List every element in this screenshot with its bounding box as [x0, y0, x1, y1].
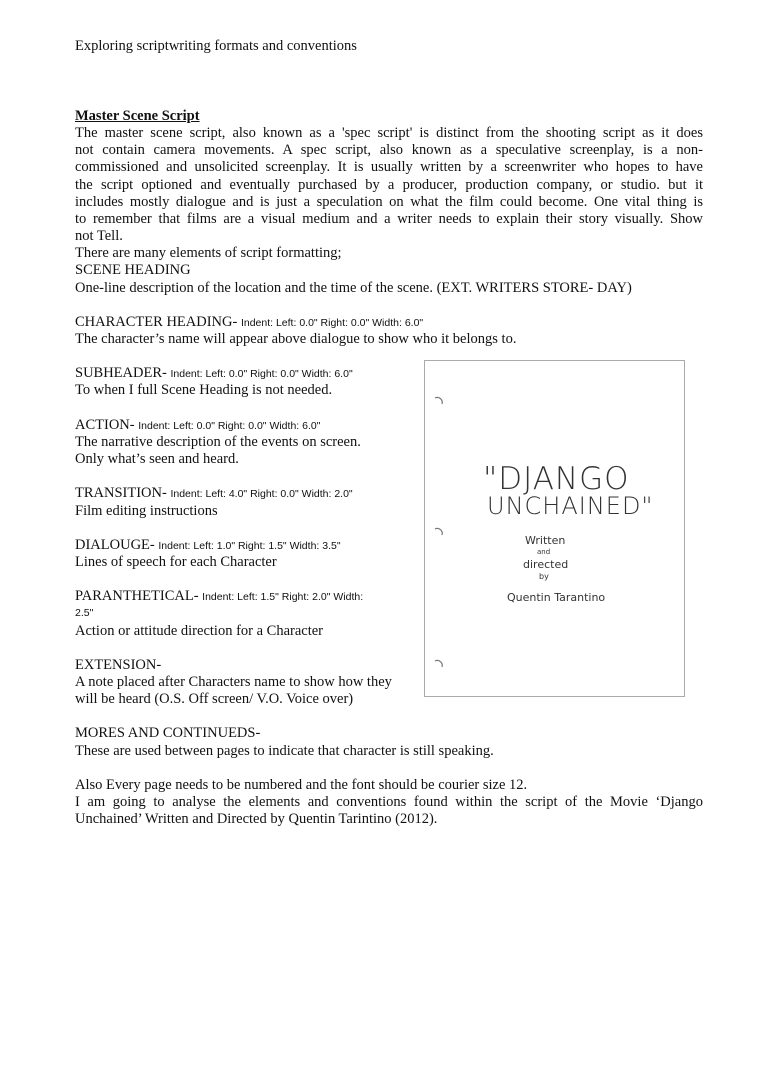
cover-by: by — [539, 572, 549, 581]
element-desc: A note placed after Characters name to show how they — [75, 674, 392, 690]
element-desc: These are used between pages to indicate that character is still speaking. — [75, 743, 494, 759]
element-transition — [75, 485, 353, 503]
element-spec: Indent: Left: 0.0" Right: 0.0" Width: 6.0" — [138, 420, 321, 432]
element-name: CHARACTER HEADING- — [75, 314, 238, 330]
element-desc: To when I full Scene Heading is not needed. — [75, 382, 333, 398]
closing-line: I am going to analyse the elements and conventions found within the script of the Movie ‘Django — [75, 794, 703, 810]
element-action — [75, 417, 320, 435]
intro-text: There are many elements of script formatting; — [75, 245, 342, 261]
element-spec: Indent: Left: 0.0" Right: 0.0" Width: 6.0" — [240, 317, 424, 329]
section-heading: Master Scene Script — [75, 108, 200, 124]
element-subheader — [75, 365, 353, 383]
paragraph-line: not Tell. — [75, 228, 123, 244]
cover-directed: directed — [523, 558, 569, 571]
paragraph-line: to remember that films are a visual medium and a writer needs to explain their story visually. Show — [75, 211, 703, 227]
scene-heading-desc: One-line description of the location and the time of the scene. (EXT. WRITERS STORE- DAY) — [75, 280, 632, 296]
element-name: SUBHEADER- — [75, 365, 167, 381]
cover-written: Written — [525, 534, 566, 547]
element-character-heading — [75, 314, 423, 332]
cover-title-1: "DJANGO — [483, 461, 630, 497]
element-spec: Indent: Left: 1.0" Right: 1.5" Width: 3.5" — [158, 540, 341, 552]
cover-and: and — [537, 548, 551, 556]
paragraph-line: the script optioned and eventually purchased by a producer, production company, or studio. but it — [75, 177, 703, 193]
element-spec: Indent: Left: 4.0" Right: 0.0" Width: 2.0" — [170, 488, 353, 500]
element-name: DIALOUGE- — [75, 537, 155, 553]
binder-hole-icon — [435, 397, 442, 404]
paragraph-line: not contain camera movements. A spec script, also known as a speculative screenplay, is a non- — [75, 142, 703, 158]
element-name: PARANTHETICAL- — [75, 588, 199, 604]
cover-author: Quentin Tarantino — [507, 591, 606, 604]
element-extension: EXTENSION- — [75, 657, 162, 673]
binder-hole-icon — [435, 660, 442, 667]
element-parenthetical — [75, 588, 363, 606]
element-spec: Indent: Left: 0.0" Right: 0.0" Width: 6.0" — [170, 368, 353, 380]
binder-hole-icon — [435, 528, 442, 535]
element-desc: Action or attitude direction for a Character — [75, 623, 324, 639]
element-desc: Film editing instructions — [75, 503, 218, 519]
element-mores: MORES AND CONTINUEDS- — [75, 725, 261, 741]
script-cover-drawing — [425, 361, 684, 696]
element-desc: The narrative description of the events on screen. — [75, 434, 361, 450]
element-name: TRANSITION- — [75, 485, 167, 501]
document-title: Exploring scriptwriting formats and conventions — [75, 38, 357, 54]
paragraph-line: includes mostly dialogue and is just a speculation on what the film could become. One vital thing is — [75, 194, 703, 210]
closing-line: Unchained’ Written and Directed by Quentin Tarintino (2012). — [75, 811, 438, 827]
element-desc: Lines of speech for each Character — [75, 554, 277, 570]
element-name: ACTION- — [75, 417, 135, 433]
element-desc: The character’s name will appear above dialogue to show who it belongs to. — [75, 331, 517, 347]
closing-line: Also Every page needs to be numbered and the font should be courier size 12. — [75, 777, 528, 793]
element-desc: will be heard (O.S. Off screen/ V.O. Voice over) — [75, 691, 354, 707]
paragraph-line: commissioned and unsolicited screenplay. It is usually written by a screenwriter who hopes to have — [75, 159, 703, 175]
script-cover-image — [424, 360, 685, 697]
element-desc: Only what’s seen and heard. — [75, 451, 239, 467]
scene-heading-label: SCENE HEADING — [75, 262, 191, 278]
element-spec-cont: 2.5" — [75, 607, 94, 619]
element-spec: Indent: Left: 1.5" Right: 2.0" Width: — [202, 591, 364, 603]
paragraph-line: The master scene script, also known as a 'spec script' is distinct from the shooting script as it does — [75, 125, 703, 141]
cover-title-2: UNCHAINED" — [487, 492, 654, 520]
element-dialogue — [75, 537, 341, 555]
